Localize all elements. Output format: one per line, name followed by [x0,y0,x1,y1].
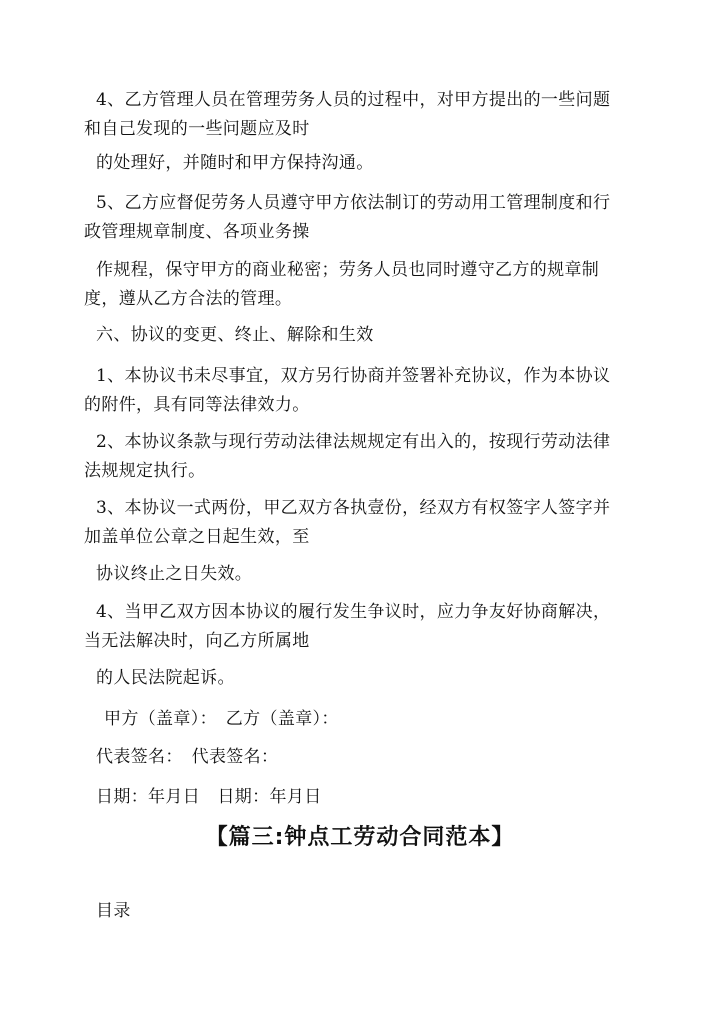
text-line: 协议终止之日失效。 [96,564,253,584]
text-line: 3、本协议一式两份，甲乙双方各执壹份，经双方有权签字人签字并 [96,498,611,518]
text-line: 的人民法院起诉。 [96,668,235,688]
text-line: 目录 [96,901,131,921]
section-6-clause-4 [84,598,644,656]
section-6-title [84,321,644,350]
section-6-clause-4-continuation [84,664,644,693]
text-line: 度，遵从乙方合法的管理。 [84,289,293,309]
section-6-clause-2 [84,428,644,486]
text-line: 5、乙方应督促劳务人员遵守甲方依法制订的劳动用工管理制度和行 [96,193,611,213]
text-line: 的附件，具有同等法律效力。 [84,395,310,415]
text-line: 代表签名： 代表签名： [96,747,279,767]
signature-line [84,743,644,772]
text-line: 当无法解决时，向乙方所属地 [84,631,310,651]
text-line: 六、协议的变更、终止、解除和生效 [96,325,374,345]
text-line: 的处理好，并随时和甲方保持沟通。 [96,153,374,173]
text-line: 4、乙方管理人员在管理劳务人员的过程中，对甲方提出的一些问题 [96,90,611,110]
text-line: 甲方（盖章）： 乙方（盖章）： [104,709,339,729]
clause-4-continuation [84,149,644,178]
text-line: 加盖单位公章之日起生效，至 [84,527,310,547]
seal-line [84,705,644,734]
text-line: 1、本协议书未尽事宜，双方另行协商并签署补充协议，作为本协议 [96,366,611,386]
clause-5-continuation [84,256,644,314]
toc-label [84,897,644,926]
clause-4-manager-duties [84,86,644,144]
text-line: 法规规定执行。 [84,461,206,481]
text-line: 和自己发现的一些问题应及时 [84,119,310,139]
section-heading: 【篇三:钟点工劳动合同范本】 [205,825,515,850]
section-6-clause-3-continuation [84,560,644,589]
section-6-clause-3 [84,494,644,552]
date-line [84,783,644,812]
text-line: 4、当甲乙双方因本协议的履行发生争议时，应力争友好协商解决， [96,602,611,622]
text-line: 政管理规章制度、各项业务操 [84,222,310,242]
text-line: 作规程，保守甲方的商业秘密；劳务人员也同时遵守乙方的规章制 [96,260,600,280]
text-line: 2、本协议条款与现行劳动法律法规规定有出入的，按现行劳动法律 [96,432,611,452]
text-line: 日期：年月日 日期：年月日 [96,787,322,807]
clause-5-supervision [84,189,644,247]
section-6-clause-1 [84,362,644,420]
